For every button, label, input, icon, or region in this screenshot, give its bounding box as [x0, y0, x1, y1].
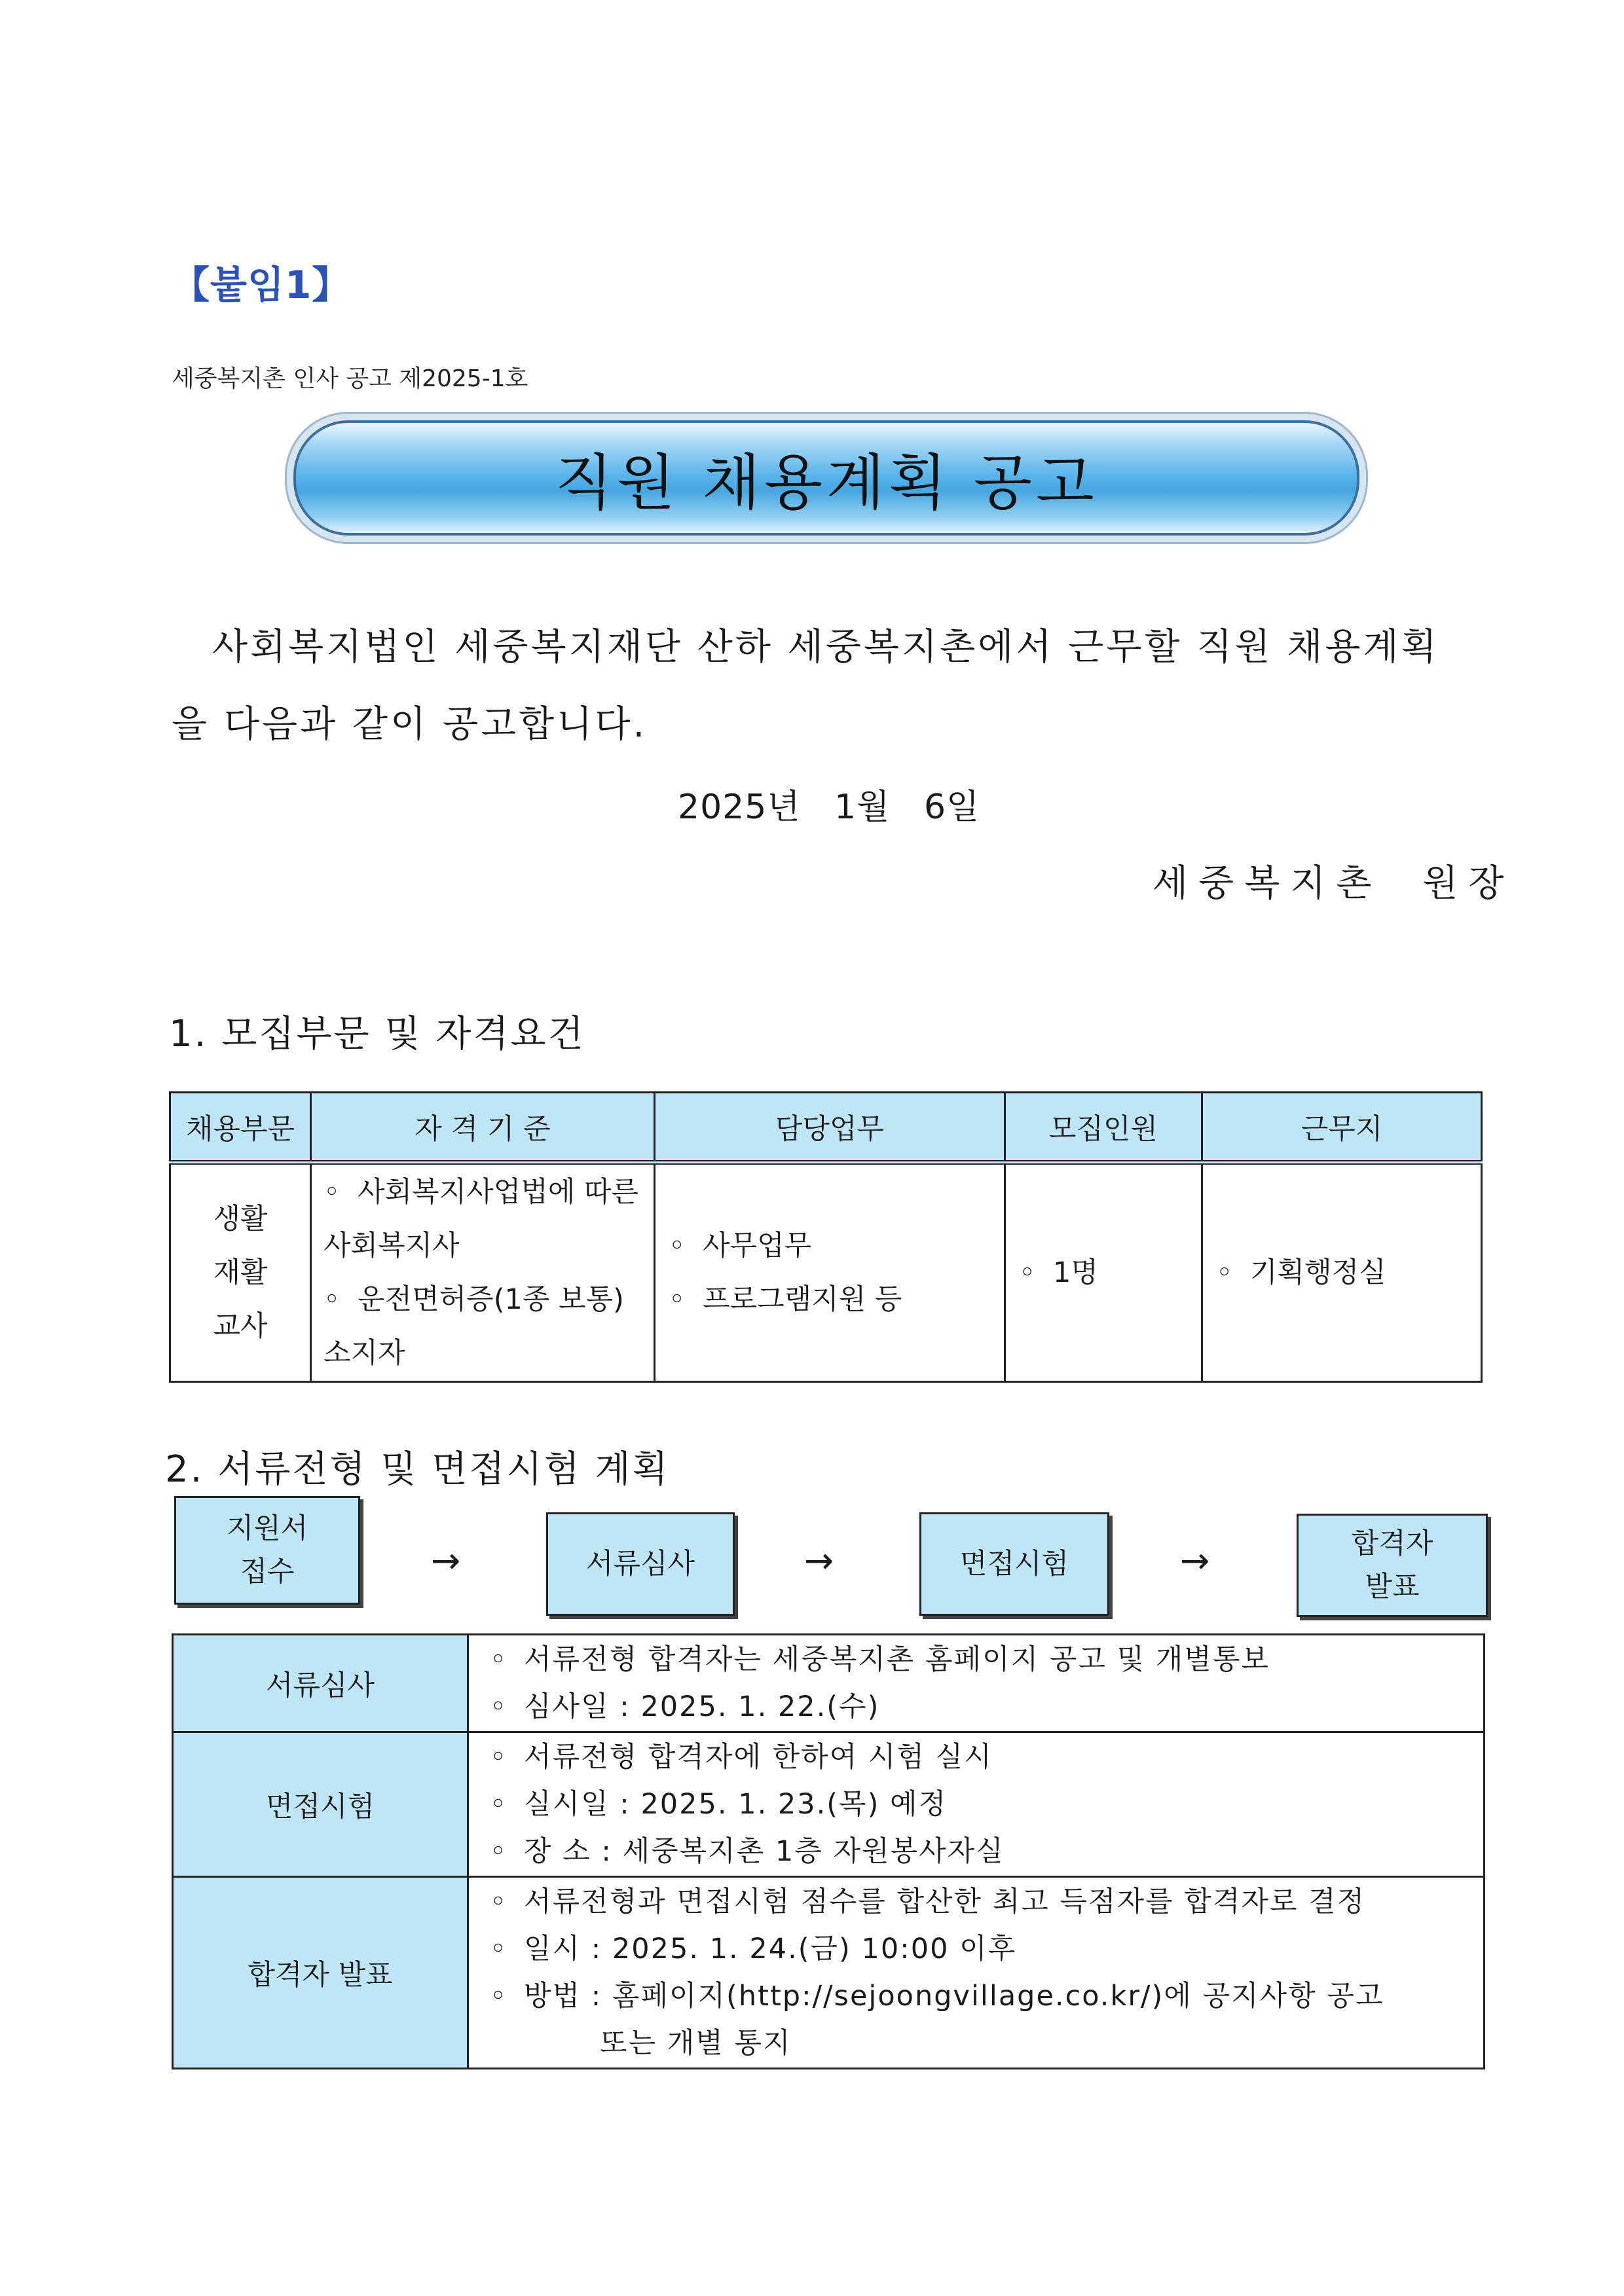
- column-header: 담당업무: [655, 1093, 1005, 1163]
- flow-step-label: 지원서: [226, 1512, 308, 1545]
- bullet-icon: ◦: [669, 1230, 686, 1262]
- row-label-announcement: 합격자 발표: [173, 1877, 468, 2069]
- section-heading-schedule: 2. 서류전형 및 면접시험 계획: [165, 1448, 670, 1491]
- list-item: [669, 1273, 1003, 1326]
- flow-arrow-icon: →: [804, 1540, 834, 1581]
- duty-text: 사무업무: [703, 1230, 812, 1262]
- list-item: [490, 1828, 1483, 1875]
- duty-text: 프로그램지원 등: [703, 1283, 902, 1316]
- list-item: [323, 1165, 653, 1273]
- qualification-text: 운전면허증(1종 보통) 소지자: [323, 1283, 624, 1370]
- duties-cell: [655, 1163, 1005, 1382]
- list-item: [490, 1781, 1483, 1828]
- flow-step-label: 접수: [240, 1556, 295, 1588]
- flow-step-label: 발표: [1365, 1571, 1420, 1603]
- item-text: 실시일 : 2025. 1. 23.(목) 예정: [524, 1788, 948, 1821]
- bullet-icon: ◦: [1019, 1256, 1036, 1289]
- list-item: [490, 1925, 1483, 1973]
- bullet-icon: ◦: [490, 1690, 508, 1723]
- bullet-icon: ◦: [490, 1886, 508, 1918]
- row-label-screening: 서류심사: [173, 1635, 468, 1732]
- item-text: 서류전형과 면접시험 점수를 합산한 최고 득점자를 합격자로 결정: [524, 1886, 1366, 1918]
- bullet-icon: ◦: [669, 1283, 686, 1316]
- table-row: [173, 1732, 1485, 1877]
- list-item: [490, 1683, 1483, 1730]
- bullet-icon: ◦: [490, 1835, 508, 1868]
- bullet-icon: ◦: [490, 1643, 508, 1676]
- notice-number: 세중복지촌 인사 공고 제2025-1호: [172, 365, 528, 392]
- bullet-icon: ◦: [323, 1176, 341, 1209]
- table-row: [170, 1163, 1482, 1382]
- intro-paragraph: 사회복지법인 세중복지재단 산하 세중복지촌에서 근무할 직원 채용계획을 다음과 같이 공고합니다.: [172, 626, 1439, 746]
- bullet-icon: ◦: [490, 1933, 508, 1965]
- notice-date: 2025년 1월 6일: [678, 788, 980, 827]
- category-line: 재활: [213, 1256, 268, 1289]
- row-content: [468, 1732, 1485, 1877]
- flow-step-label: 서류심사: [585, 1548, 695, 1580]
- recruitment-table: [169, 1091, 1483, 1383]
- bullet-icon: ◦: [490, 1980, 508, 2013]
- category-line: 교사: [213, 1310, 268, 1343]
- table-header-row: [170, 1093, 1482, 1163]
- list-item: [490, 1636, 1483, 1683]
- item-text: 장 소 : 세중복지촌 1층 자원봉사자실: [524, 1835, 1005, 1868]
- flow-step-application: [174, 1496, 360, 1605]
- schedule-table: [172, 1633, 1485, 2069]
- item-text: 방법 : 홈페이지(http://sejoongvillage.co.kr/)에 공지사항 공고: [524, 1980, 1384, 2013]
- bullet-icon: ◦: [490, 1788, 508, 1821]
- qualification-text: 사회복지사업법에 따른 사회복지사: [323, 1176, 639, 1262]
- list-item: [490, 1734, 1483, 1781]
- table-row: [173, 1635, 1485, 1732]
- section-heading-recruitment: 1. 모집부문 및 자격요건: [169, 1013, 585, 1055]
- headcount-text: 1명: [1053, 1256, 1098, 1289]
- list-item: [669, 1219, 1003, 1273]
- bullet-icon: ◦: [1216, 1256, 1233, 1289]
- flow-arrow-icon: →: [431, 1540, 461, 1581]
- item-text: 서류전형 합격자는 세중복지촌 홈페이지 공고 및 개별통보: [524, 1643, 1270, 1676]
- column-header: 자 격 기 준: [311, 1093, 655, 1163]
- flow-step-label: 합격자: [1351, 1527, 1433, 1560]
- workplace-cell: [1202, 1163, 1482, 1382]
- signer: 세중복지촌 원장: [1153, 862, 1515, 905]
- flow-step-interview: [919, 1512, 1109, 1616]
- list-item: [490, 1973, 1483, 2020]
- column-header: 모집인원: [1005, 1093, 1202, 1163]
- attachment-label: 【붙임1】: [172, 263, 351, 307]
- bullet-icon: ◦: [490, 1741, 508, 1774]
- column-header: 채용부문: [170, 1093, 311, 1163]
- page-title: 직원 채용계획 공고: [555, 448, 1098, 518]
- column-header: 근무지: [1202, 1093, 1482, 1163]
- headcount-cell: [1005, 1163, 1202, 1382]
- category-line: 생활: [213, 1203, 268, 1235]
- row-content: [468, 1877, 1485, 2069]
- item-text: 일시 : 2025. 1. 24.(금) 10:00 이후: [524, 1933, 1017, 1965]
- flow-step-screening: [546, 1512, 735, 1616]
- table-row: [173, 1877, 1485, 2069]
- item-text: 심사일 : 2025. 1. 22.(수): [524, 1690, 880, 1723]
- bullet-icon: ◦: [323, 1283, 341, 1316]
- workplace-text: 기획행정실: [1250, 1256, 1386, 1289]
- flow-arrow-icon: →: [1180, 1540, 1210, 1581]
- item-text: 서류전형 합격자에 한하여 시험 실시: [524, 1741, 993, 1774]
- title-banner: [293, 420, 1359, 536]
- list-item: [490, 1878, 1483, 1925]
- row-label-interview: 면접시험: [173, 1732, 468, 1877]
- category-cell: [170, 1163, 311, 1382]
- row-content: [468, 1635, 1485, 1732]
- list-item: [323, 1273, 653, 1380]
- flow-step-announcement: [1297, 1514, 1488, 1617]
- item-continuation: 또는 개별 통지: [600, 2027, 792, 2060]
- flow-step-label: 면접시험: [959, 1548, 1069, 1580]
- qualification-cell: [311, 1163, 655, 1382]
